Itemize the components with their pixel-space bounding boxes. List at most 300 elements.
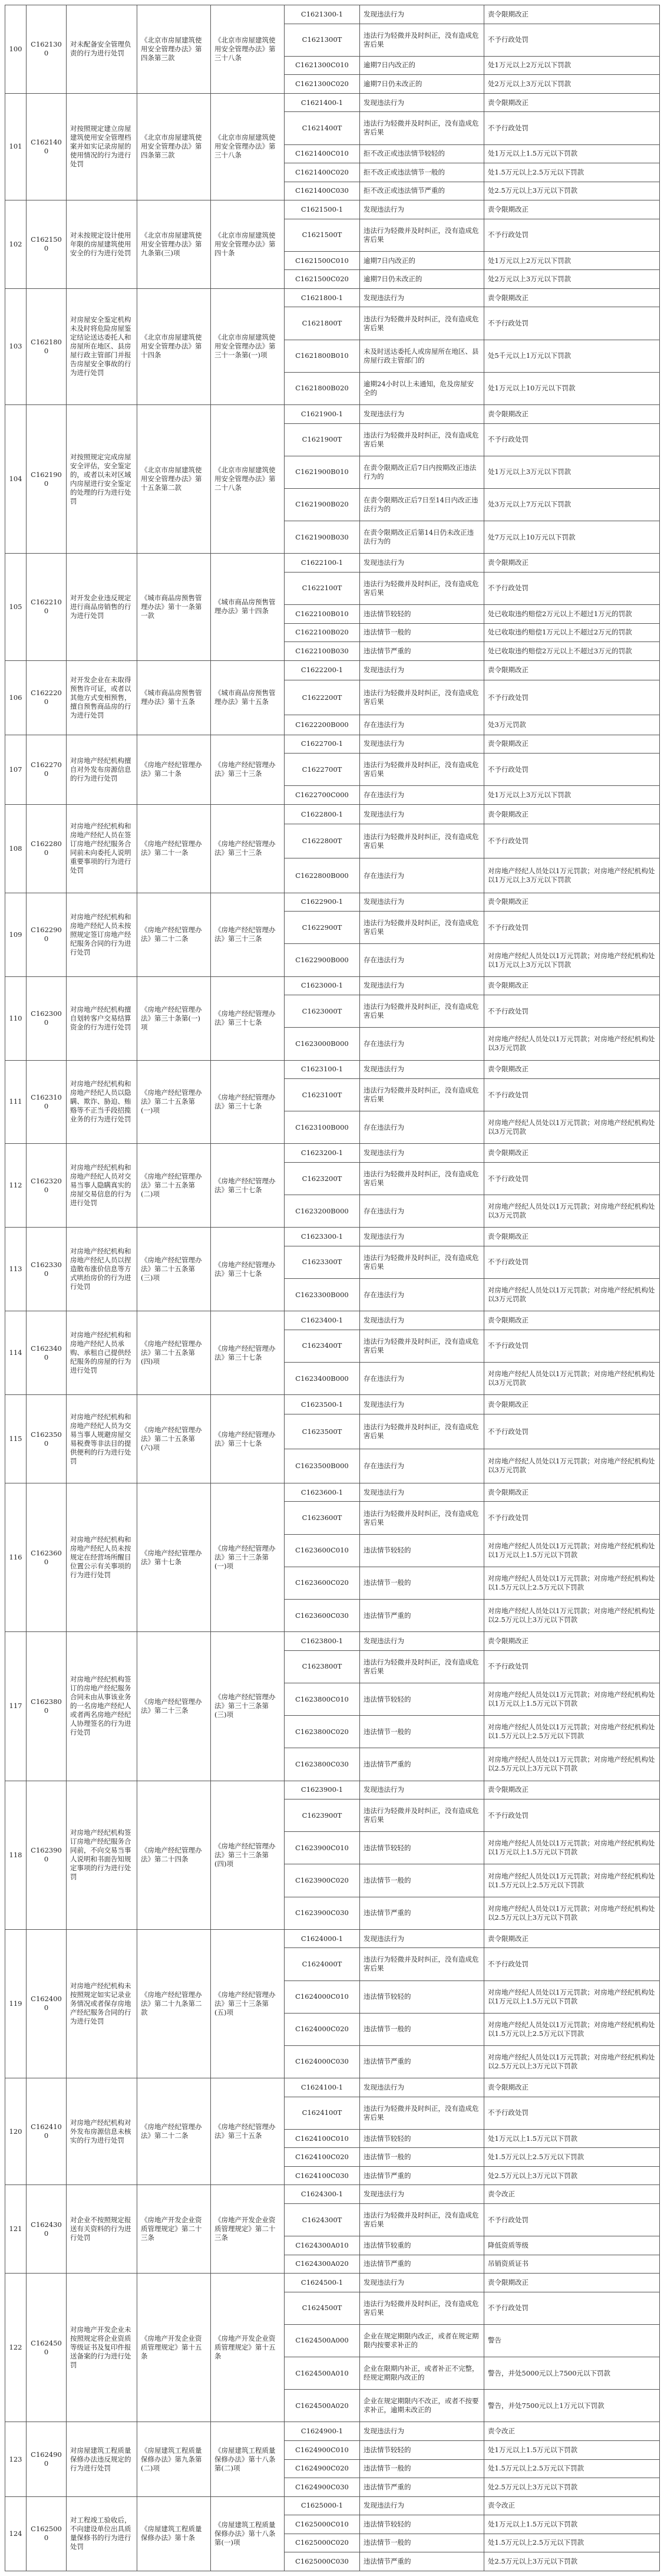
item-code: C1621500 xyxy=(27,200,67,289)
circumstance: 发现违法行为 xyxy=(360,893,484,912)
circumstance: 违法行为轻微并及时纠正，没有造成危害后果 xyxy=(360,824,484,858)
penalty-basis: 《北京市房屋建筑使用安全管理办法》第四十条 xyxy=(211,200,285,289)
violation-description: 对房地产经纪机构签订的房地产经纪服务合同未由从事该业务的一名房地产经纪人或者两名房地产经纪人协理签名的行为进行处罚 xyxy=(67,1632,137,1781)
penalty-basis: 《房地产经纪管理办法》第三十三条 xyxy=(211,735,285,804)
violation-description: 对房地产经纪机构未按照规定如实记录业务情况或者保存房地产经纪服务合同的行为进行处罚 xyxy=(67,1929,137,2078)
penalty-action: 责令改正 xyxy=(484,2422,660,2441)
penalty-basis: 《房地产经纪管理办法》第三十七条 xyxy=(211,976,285,1060)
penalty-action: 处2万元以上3万元以下罚款 xyxy=(484,75,660,94)
legal-basis: 《北京市房屋建筑使用安全管理办法》第四条第三款 xyxy=(137,5,211,94)
sub-code: C1621900T xyxy=(285,423,360,456)
penalty-basis: 《房地产经纪管理办法》第三十七条 xyxy=(211,1395,285,1483)
sub-code: C1622100B020 xyxy=(285,623,360,642)
circumstance: 存在违法行为 xyxy=(360,1449,484,1483)
penalty-action: 不予行政处罚 xyxy=(484,824,660,858)
sub-code: C1621900B020 xyxy=(285,488,360,521)
penalty-basis: 《房地产经纪管理办法》第三十七条 xyxy=(211,1311,285,1395)
penalty-basis: 《房地产开发企业资质管理规定》第十五条 xyxy=(211,2274,285,2422)
legal-basis: 《北京市房屋建筑使用安全管理办法》第九条第(三)项 xyxy=(137,200,211,289)
violation-description: 对房地产经纪机构和房地产经纪人员承购、承租自己提供经纪服务的房屋的行为进行处罚 xyxy=(67,1311,137,1395)
sub-code: C1624100-1 xyxy=(285,2078,360,2097)
item-code: C1623000 xyxy=(27,976,67,1060)
penalty-action: 责令限期改正 xyxy=(484,1781,660,1799)
sub-code: C1621300C010 xyxy=(285,56,360,75)
sub-code: C1623600T xyxy=(285,1502,360,1534)
penalty-action: 处3万元以上7万元以下罚款 xyxy=(484,488,660,521)
legal-basis: 《房地产经纪管理办法》第三十条第(一)项 xyxy=(137,976,211,1060)
legal-basis: 《房地产经纪管理办法》第二十五条第(二)项 xyxy=(137,1144,211,1228)
sub-code: C1621400-1 xyxy=(285,93,360,112)
circumstance: 发现违法行为 xyxy=(360,2078,484,2097)
circumstance: 违法情节较轻的 xyxy=(360,604,484,623)
sub-code: C1621500-1 xyxy=(285,200,360,219)
sub-code: C1623300B000 xyxy=(285,1279,360,1311)
legal-basis: 《北京市房屋建筑使用安全管理办法》第四条第三款 xyxy=(137,93,211,200)
item-number: 114 xyxy=(5,1311,27,1395)
penalty-action: 对房地产经纪人员处以1万元罚款；对房地产经纪机构处以1万元以上3万元以下罚款 xyxy=(484,944,660,976)
penalty-action: 处1.5万元以上2.5万元以下罚款 xyxy=(484,2534,660,2552)
sub-code: C1622200B000 xyxy=(285,715,360,735)
circumstance: 违法情节严重的 xyxy=(360,2255,484,2274)
sub-code: C1624000C020 xyxy=(285,2013,360,2045)
item-number: 124 xyxy=(5,2496,27,2571)
circumstance: 存在违法行为 xyxy=(360,786,484,805)
legal-basis: 《房地产开发企业资质管理规定》第二十三条 xyxy=(137,2185,211,2274)
circumstance: 违法行为轻微并及时纠正，没有造成危害后果 xyxy=(360,1948,484,1980)
penalty-action: 降低资质等级 xyxy=(484,2236,660,2255)
item-code: C1625000 xyxy=(27,2496,67,2571)
item-code: C1624100 xyxy=(27,2078,67,2185)
sub-code: C1621500C020 xyxy=(285,270,360,289)
penalty-action: 处2.5万元以上3万元以下罚款 xyxy=(484,2478,660,2497)
sub-code: C1624900C020 xyxy=(285,2459,360,2478)
sub-code: C1623600C030 xyxy=(285,1600,360,1632)
sub-code: C1621400C020 xyxy=(285,163,360,182)
item-number: 119 xyxy=(5,1929,27,2078)
item-number: 118 xyxy=(5,1781,27,1929)
circumstance: 逾期7日内改正的 xyxy=(360,251,484,270)
violation-description: 对房地产经纪机构擅自划转客户交易结算资金的行为进行处罚 xyxy=(67,976,137,1060)
penalty-action: 不予行政处罚 xyxy=(484,1414,660,1449)
item-number: 117 xyxy=(5,1632,27,1781)
table-row xyxy=(5,554,660,573)
table-row xyxy=(5,288,660,307)
penalty-action: 责令改正 xyxy=(484,2496,660,2515)
penalty-action: 责令限期改正 xyxy=(484,93,660,112)
penalty-action: 对房地产经纪人员处以1万元罚款；对房地产经纪机构处以1万元以上1.5万元以下罚款 xyxy=(484,1534,660,1567)
item-code: C1621400 xyxy=(27,93,67,200)
penalty-action: 处1.5万元以上2.5万元以下罚款 xyxy=(484,2459,660,2478)
circumstance: 存在违法行为 xyxy=(360,1195,484,1228)
sub-code: C1621800B020 xyxy=(285,372,360,404)
violation-description: 对开发企业在未取得预售许可证，或者以其他方式变相预售，擅自预售商品房的行为进行处罚 xyxy=(67,660,137,735)
penalty-basis: 《北京市房屋建筑使用安全管理办法》第三十一条第(一)项 xyxy=(211,288,285,404)
sub-code: C1623100-1 xyxy=(285,1060,360,1079)
item-number: 104 xyxy=(5,404,27,553)
sub-code: C1622900T xyxy=(285,912,360,944)
violation-description: 对房地产经纪机构和房地产经纪人员对交易当事人隐瞒真实的房屋交易信息的行为进行处罚 xyxy=(67,1144,137,1228)
sub-code: C1621500T xyxy=(285,219,360,251)
violation-description: 对未按规定设计使用年限的房屋建筑使用安全的行为进行处罚 xyxy=(67,200,137,289)
circumstance: 违法行为轻微并及时纠正，没有造成危害后果 xyxy=(360,1799,484,1832)
circumstance: 存在违法行为 xyxy=(360,715,484,735)
sub-code: C1624300A010 xyxy=(285,2236,360,2255)
table-row xyxy=(5,1395,660,1414)
violation-description: 对房地产经纪机构和房地产经纪人员以隐瞒、欺诈、胁迫、贿赂等不正当手段招揽业务的行为进行处罚 xyxy=(67,1060,137,1144)
sub-code: C1625000C020 xyxy=(285,2534,360,2552)
penalty-action: 处1万元以上1.5万元以下罚款 xyxy=(484,2129,660,2148)
violation-description: 对企业不按照规定报送有关资料的行为进行处罚 xyxy=(67,2185,137,2274)
table-row xyxy=(5,976,660,995)
sub-code: C1623900C030 xyxy=(285,1897,360,1929)
legal-basis: 《房地产经纪管理办法》第二十九条第二款 xyxy=(137,1929,211,2078)
circumstance: 违法情节一般的 xyxy=(360,1716,484,1748)
table-row xyxy=(5,1311,660,1330)
penalty-action: 责令限期改正 xyxy=(484,554,660,573)
penalty-action: 对房地产经纪人员处以1万元罚款；对房地产经纪机构处以1.5万元以上2.5万元以下罚款 xyxy=(484,2013,660,2045)
circumstance: 企业在规定期限内改正，或者在规定期限内按要求补正的 xyxy=(360,2324,484,2357)
sub-code: C1624100T xyxy=(285,2097,360,2129)
sub-code: C1621300-1 xyxy=(285,5,360,24)
circumstance: 违法行为轻微并及时纠正，没有造成危害后果 xyxy=(360,1330,484,1362)
sub-code: C1624500A000 xyxy=(285,2324,360,2357)
violation-description: 对房地产经纪机构和房地产经纪人员在签订房地产经纪服务合同前未向委托人说明重要事项的行为进行处罚 xyxy=(67,804,137,893)
item-code: C1622700 xyxy=(27,735,67,804)
violation-description: 对房地产经纪机构对外发布房源信息未核实的行为进行处罚 xyxy=(67,2078,137,2185)
circumstance: 违法行为轻微并及时纠正，没有造成危害后果 xyxy=(360,2097,484,2129)
penalty-basis: 《北京市房屋建筑使用安全管理办法》第三十八条 xyxy=(211,93,285,200)
penalty-action: 警告，并处5000元以上7500元以下罚款 xyxy=(484,2357,660,2390)
penalty-action: 不予行政处罚 xyxy=(484,2097,660,2129)
circumstance: 在责令限期改正后7日内按期改正违法行为的 xyxy=(360,456,484,488)
penalty-action: 对房地产经纪人员处以1万元罚款；对房地产经纪机构处以1万元以上3万元以下罚款 xyxy=(484,858,660,893)
legal-basis: 《房地产开发企业资质管理规定》第十五条 xyxy=(137,2274,211,2422)
circumstance: 违法行为轻微并及时纠正，没有造成危害后果 xyxy=(360,219,484,251)
circumstance: 违法情节较轻的 xyxy=(360,1832,484,1864)
penalty-action: 责令限期改正 xyxy=(484,893,660,912)
item-number: 115 xyxy=(5,1395,27,1483)
item-number: 105 xyxy=(5,554,27,660)
circumstance: 发现违法行为 xyxy=(360,5,484,24)
penalty-action: 责令限期改正 xyxy=(484,660,660,680)
penalty-action: 处1万元以上1.5万元以下罚款 xyxy=(484,144,660,163)
legal-basis: 《房地产经纪管理办法》第二十一条 xyxy=(137,804,211,893)
sub-code: C1624300A020 xyxy=(285,2255,360,2274)
penalty-basis: 《房地产经纪管理办法》第三十七条 xyxy=(211,1144,285,1228)
table-row xyxy=(5,1228,660,1246)
circumstance: 违法行为轻微并及时纠正，没有造成危害后果 xyxy=(360,995,484,1028)
penalty-basis: 《北京市房屋建筑使用安全管理办法》第二十八条 xyxy=(211,404,285,553)
penalty-basis: 《房地产经纪管理办法》第三十七条 xyxy=(211,1228,285,1311)
sub-code: C1624000T xyxy=(285,1948,360,1980)
violation-description: 对房屋建筑工程质量保修办法违反规定的行为进行处罚 xyxy=(67,2422,137,2496)
circumstance: 违法情节严重的 xyxy=(360,1897,484,1929)
violation-description: 对房地产经纪机构和房地产经纪人员为交易当事人规避房屋交易税费等非法目的提供便利的行为进行处罚 xyxy=(67,1395,137,1483)
sub-code: C1621800B010 xyxy=(285,340,360,372)
penalty-action: 不予行政处罚 xyxy=(484,1948,660,1980)
table-row xyxy=(5,93,660,112)
penalty-action: 不予行政处罚 xyxy=(484,995,660,1028)
sub-code: C1621400T xyxy=(285,112,360,144)
penalty-action: 责令限期改正 xyxy=(484,1929,660,1948)
violation-description: 对房地产经纪机构和房地产经纪人员未按规定在经营场所醒目位置公示有关事项的行为进行处罚 xyxy=(67,1483,137,1631)
circumstance: 违法情节较轻的 xyxy=(360,2515,484,2534)
penalty-action: 不予行政处罚 xyxy=(484,2292,660,2324)
circumstance: 发现违法行为 xyxy=(360,200,484,219)
sub-code: C1622900B000 xyxy=(285,944,360,976)
table-row xyxy=(5,2496,660,2515)
penalty-action: 对房地产经纪人员处以1万元罚款；对房地产经纪机构处以1.5万元以上2.5万元以下罚款 xyxy=(484,1864,660,1897)
penalty-action: 责令限期改正 xyxy=(484,5,660,24)
sub-code: C1621900B030 xyxy=(285,521,360,554)
penalty-action: 处2.5万元以上3万元以下罚款 xyxy=(484,182,660,200)
penalty-action: 对房地产经纪人员处以1万元罚款；对房地产经纪机构处以3万元罚款 xyxy=(484,1028,660,1060)
penalty-action: 不予行政处罚 xyxy=(484,1162,660,1195)
legal-basis: 《房地产经纪管理办法》第二十二条 xyxy=(137,2078,211,2185)
sub-code: C1622800T xyxy=(285,824,360,858)
sub-code: C1622700-1 xyxy=(285,735,360,754)
penalty-action: 责令限期改正 xyxy=(484,1311,660,1330)
penalty-action: 不予行政处罚 xyxy=(484,572,660,604)
sub-code: C1622200T xyxy=(285,680,360,715)
sub-code: C1623400T xyxy=(285,1330,360,1362)
circumstance: 违法行为轻微并及时纠正，没有造成危害后果 xyxy=(360,2292,484,2324)
item-code: C1621300 xyxy=(27,5,67,94)
penalty-basis: 《房地产经纪管理办法》第三十三条 xyxy=(211,893,285,976)
legal-basis: 《城市商品房预售管理办法》第十五条 xyxy=(137,660,211,735)
circumstance: 违法行为轻微并及时纠正，没有造成危害后果 xyxy=(360,912,484,944)
circumstance: 违法情节一般的 xyxy=(360,2459,484,2478)
circumstance: 存在违法行为 xyxy=(360,1111,484,1144)
table-row xyxy=(5,2185,660,2204)
penalty-action: 责令限期改正 xyxy=(484,200,660,219)
item-number: 109 xyxy=(5,893,27,976)
sub-code: C1624000-1 xyxy=(285,1929,360,1948)
legal-basis: 《房地产经纪管理办法》第二十四条 xyxy=(137,1781,211,1929)
penalty-basis: 《房地产经纪管理办法》第三十三条第(三)项 xyxy=(211,1632,285,1781)
circumstance: 违法情节严重的 xyxy=(360,1748,484,1781)
sub-code: C1624900C030 xyxy=(285,2478,360,2497)
circumstance: 违法情节严重的 xyxy=(360,2478,484,2497)
item-number: 102 xyxy=(5,200,27,289)
circumstance: 发现违法行为 xyxy=(360,1781,484,1799)
penalty-action: 责令限期改正 xyxy=(484,1060,660,1079)
penalty-action: 处已收取违约赔偿2万元以上不超过1万元的罚款 xyxy=(484,604,660,623)
item-number: 110 xyxy=(5,976,27,1060)
penalty-action: 处1万元以上3万元以下罚款 xyxy=(484,786,660,805)
sub-code: C1622100B010 xyxy=(285,604,360,623)
circumstance: 违法行为轻微并及时纠正，没有造成危害后果 xyxy=(360,754,484,786)
penalty-action: 处5千元以上1万元以下罚款 xyxy=(484,340,660,372)
penalty-action: 对房地产经纪人员处以1万元罚款；对房地产经纪机构处以3万元罚款 xyxy=(484,1362,660,1394)
penalty-action: 处已收取违约赔偿2万元以上不超过3万元的罚款 xyxy=(484,642,660,661)
circumstance: 发现违法行为 xyxy=(360,1395,484,1414)
penalty-action: 责令限期改正 xyxy=(484,404,660,423)
circumstance: 发现违法行为 xyxy=(360,2422,484,2441)
penalty-action: 处1.5万元以上2.5万元以下罚款 xyxy=(484,2148,660,2167)
sub-code: C1623100T xyxy=(285,1079,360,1111)
penalty-basis: 《房屋建筑工程质量保修办法》第十八条第(二)项 xyxy=(211,2422,285,2496)
item-code: C1622200 xyxy=(27,660,67,735)
penalty-action: 不予行政处罚 xyxy=(484,1330,660,1362)
sub-code: C1623800C020 xyxy=(285,1716,360,1748)
circumstance: 违法行为轻微并及时纠正，没有造成危害后果 xyxy=(360,1502,484,1534)
penalty-action: 不予行政处罚 xyxy=(484,219,660,251)
penalty-action: 责令限期改正 xyxy=(484,288,660,307)
sub-code: C1624100C010 xyxy=(285,2129,360,2148)
circumstance: 违法情节较轻的 xyxy=(360,1683,484,1715)
sub-code: C1623100B000 xyxy=(285,1111,360,1144)
penalty-basis: 《房屋建筑工程质量保修办法》第十八条第(一)项 xyxy=(211,2496,285,2571)
item-code: C1623100 xyxy=(27,1060,67,1144)
item-number: 106 xyxy=(5,660,27,735)
sub-code: C1624900-1 xyxy=(285,2422,360,2441)
penalty-action: 不予行政处罚 xyxy=(484,112,660,144)
legal-basis: 《房地产经纪管理办法》第二十条 xyxy=(137,735,211,804)
penalty-action: 不予行政处罚 xyxy=(484,1246,660,1278)
violation-description: 对开发企业违反规定进行商品房销售的行为进行处罚 xyxy=(67,554,137,660)
circumstance: 企业在规定期限内不改正，或者不按要求补正，逾期未改正的 xyxy=(360,2390,484,2422)
circumstance: 违法情节一般的 xyxy=(360,623,484,642)
sub-code: C1624900C010 xyxy=(285,2440,360,2459)
penalty-action: 处2.5万元以上3万元以下罚款 xyxy=(484,2166,660,2185)
item-code: C1621900 xyxy=(27,404,67,553)
sub-code: C1623800-1 xyxy=(285,1632,360,1651)
penalty-action: 对房地产经纪人员处以1万元罚款；对房地产经纪机构处以1.5万元以上2.5万元以下罚款 xyxy=(484,1716,660,1748)
penalty-action: 对房地产经纪人员处以1万元罚款；对房地产经纪机构处以3万元罚款 xyxy=(484,1449,660,1483)
table-row xyxy=(5,660,660,680)
circumstance: 发现违法行为 xyxy=(360,1311,484,1330)
circumstance: 违法情节一般的 xyxy=(360,2148,484,2167)
circumstance: 违法情节严重的 xyxy=(360,642,484,661)
circumstance: 发现违法行为 xyxy=(360,1929,484,1948)
sub-code: C1621400C010 xyxy=(285,144,360,163)
sub-code: C1622100B030 xyxy=(285,642,360,661)
circumstance: 发现违法行为 xyxy=(360,1632,484,1651)
sub-code: C1623800C030 xyxy=(285,1748,360,1781)
sub-code: C1623800T xyxy=(285,1650,360,1683)
circumstance: 违法行为轻微并及时纠正，没有造成危害后果 xyxy=(360,1650,484,1683)
penalty-action: 处7万元以上10万元以下罚款 xyxy=(484,521,660,554)
penalty-basis: 《房地产经纪管理办法》第三十五条 xyxy=(211,2078,285,2185)
penalty-action: 警告，并处7500元以上1万元以下罚款 xyxy=(484,2390,660,2422)
item-code: C1623200 xyxy=(27,1144,67,1228)
sub-code: C1621900B010 xyxy=(285,456,360,488)
penalty-action: 责令限期改正 xyxy=(484,1395,660,1414)
item-number: 122 xyxy=(5,2274,27,2422)
violation-description: 对按照规定建立房屋建筑使用安全管理档案并如实记录房屋的使用情况的行为进行处罚 xyxy=(67,93,137,200)
item-code: C1622800 xyxy=(27,804,67,893)
penalty-action: 责令限期改正 xyxy=(484,735,660,754)
penalty-action: 不予行政处罚 xyxy=(484,754,660,786)
item-number: 113 xyxy=(5,1228,27,1311)
table-row xyxy=(5,2422,660,2441)
sub-code: C1623300-1 xyxy=(285,1228,360,1246)
item-code: C1624500 xyxy=(27,2274,67,2422)
penalty-action: 责令限期改正 xyxy=(484,976,660,995)
penalty-basis: 《房地产经纪管理办法》第三十三条第(一)项 xyxy=(211,1483,285,1631)
table-row xyxy=(5,804,660,824)
item-code: C1623400 xyxy=(27,1311,67,1395)
circumstance: 违法情节严重的 xyxy=(360,2166,484,2185)
legal-basis: 《房地产经纪管理办法》第二十二条 xyxy=(137,893,211,976)
circumstance: 违法行为轻微并及时纠正，没有造成危害后果 xyxy=(360,1162,484,1195)
circumstance: 存在违法行为 xyxy=(360,1028,484,1060)
penalty-basis: 《房地产经纪管理办法》第三十七条 xyxy=(211,1060,285,1144)
sub-code: C1621400C030 xyxy=(285,182,360,200)
violation-description: 对按照规定完成房屋安全评估，安全鉴定的，或者以未对区域内房屋进行安全鉴定的处理的行为进行处罚 xyxy=(67,404,137,553)
circumstance: 逾期7日内改正的 xyxy=(360,56,484,75)
violation-description: 对房屋安全鉴定机构未及时将危险房屋鉴定结论送达委托人和房屋所在地区、县房屋行政主管部门并报告房屋安全事故的行为进行处罚 xyxy=(67,288,137,404)
penalty-action: 对房地产经纪人员处以1万元罚款；对房地产经纪机构处以1.5万元以上2.5万元以下罚款 xyxy=(484,1567,660,1599)
table-row xyxy=(5,1144,660,1163)
legal-basis: 《城市商品房预售管理办法》第十一条第一款 xyxy=(137,554,211,660)
penalty-action: 处1万元以上1.5万元以下罚款 xyxy=(484,2515,660,2534)
legal-basis: 《房地产经纪管理办法》第二十五条第(一)项 xyxy=(137,1060,211,1144)
penalty-basis: 《房地产开发企业资质管理规定》第二十三条 xyxy=(211,2185,285,2274)
item-number: 120 xyxy=(5,2078,27,2185)
sub-code: C1624500A020 xyxy=(285,2390,360,2422)
sub-code: C1623500T xyxy=(285,1414,360,1449)
sub-code: C1623000-1 xyxy=(285,976,360,995)
item-code: C1624300 xyxy=(27,2185,67,2274)
sub-code: C1622700C000 xyxy=(285,786,360,805)
penalty-action: 对房地产经纪人员处以1万元罚款；对房地产经纪机构处以1万元以上1.5万元以下罚款 xyxy=(484,1980,660,2013)
sub-code: C1625000-1 xyxy=(285,2496,360,2515)
circumstance: 发现违法行为 xyxy=(360,1060,484,1079)
sub-code: C1624000C030 xyxy=(285,2045,360,2078)
item-number: 116 xyxy=(5,1483,27,1631)
circumstance: 发现违法行为 xyxy=(360,2185,484,2204)
table-row xyxy=(5,1060,660,1079)
penalty-action: 处1万元以上2万元以下罚款 xyxy=(484,251,660,270)
penalty-action: 处1万元以上2万元以下罚款 xyxy=(484,56,660,75)
item-code: C1624900 xyxy=(27,2422,67,2496)
penalty-basis: 《房地产经纪管理办法》第三十三条第(四)项 xyxy=(211,1781,285,1929)
circumstance: 违法情节一般的 xyxy=(360,2534,484,2552)
sub-code: C1624500T xyxy=(285,2292,360,2324)
table-row xyxy=(5,1483,660,1502)
penalty-basis: 《房地产经纪管理办法》第三十三条第(五)项 xyxy=(211,1929,285,2078)
sub-code: C1622100T xyxy=(285,572,360,604)
penalty-action: 不予行政处罚 xyxy=(484,1799,660,1832)
penalty-action: 处1万元以上3万元以下罚款 xyxy=(484,456,660,488)
penalty-action: 责令改正 xyxy=(484,2185,660,2204)
sub-code: C1623000B000 xyxy=(285,1028,360,1060)
sub-code: C1625000C030 xyxy=(285,2552,360,2571)
item-code: C1623500 xyxy=(27,1395,67,1483)
item-code: C1623600 xyxy=(27,1483,67,1631)
item-number: 101 xyxy=(5,93,27,200)
penalty-action: 吊销资质证书 xyxy=(484,2255,660,2274)
penalty-action: 不予行政处罚 xyxy=(484,680,660,715)
penalty-action: 责令限期改正 xyxy=(484,1228,660,1246)
circumstance: 存在违法行为 xyxy=(360,858,484,893)
circumstance: 发现违法行为 xyxy=(360,804,484,824)
table-row xyxy=(5,404,660,423)
circumstance: 违法情节一般的 xyxy=(360,1864,484,1897)
penalty-action: 不予行政处罚 xyxy=(484,1650,660,1683)
circumstance: 违法情节严重的 xyxy=(360,1600,484,1632)
penalty-table-body xyxy=(5,5,660,2571)
circumstance: 存在违法行为 xyxy=(360,944,484,976)
violation-description: 对未配备安全管理负责的行为进行处罚 xyxy=(67,5,137,94)
circumstance: 未及时送达委托人或房屋所在地区、县房屋行政主管部门的 xyxy=(360,340,484,372)
table-row xyxy=(5,2274,660,2292)
penalty-action: 对房地产经纪人员处以1万元罚款；对房地产经纪机构处以1万元以上1.5万元以下罚款 xyxy=(484,1832,660,1864)
circumstance: 发现违法行为 xyxy=(360,404,484,423)
circumstance: 违法行为轻微并及时纠正，没有造成危害后果 xyxy=(360,24,484,56)
